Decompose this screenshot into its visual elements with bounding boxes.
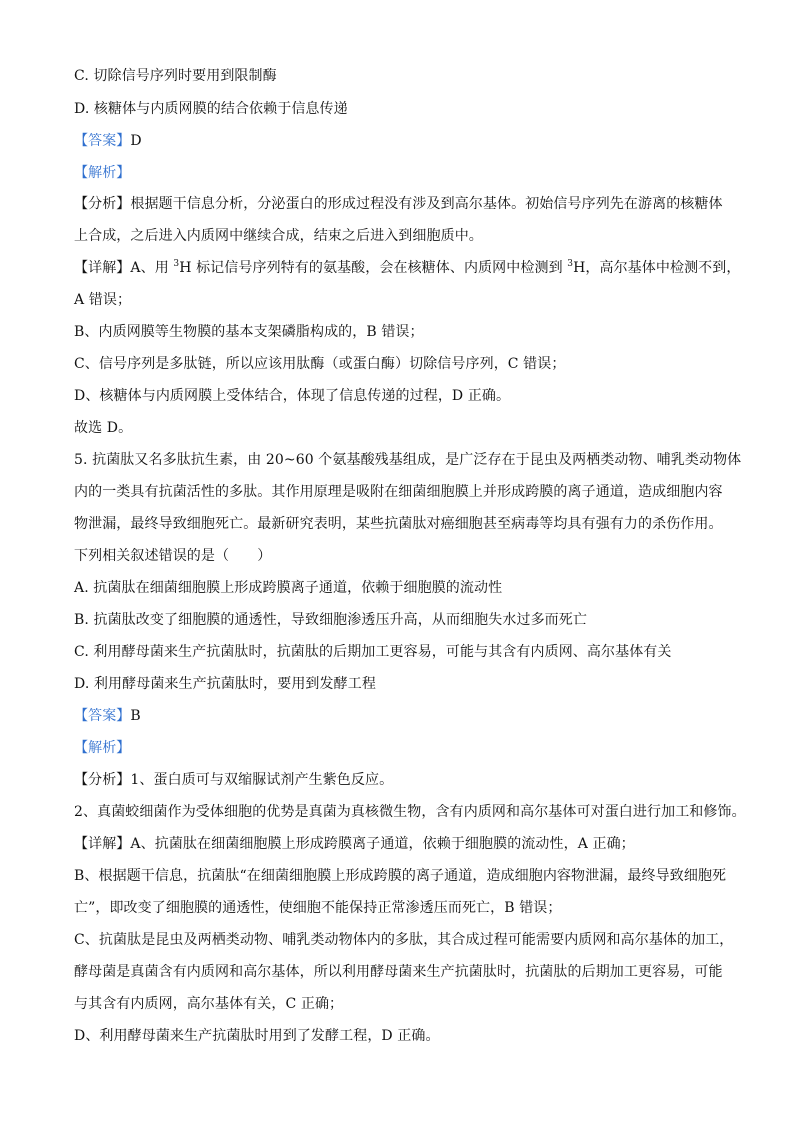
q4-analysis-tag: 【解析】 <box>74 165 131 181</box>
q5-xiangjie-c2: 酵母菌是真菌含有内质网和高尔基体，所以利用酵母菌来生产抗菌肽时，抗菌肽的后期加工更容易，可能 <box>74 964 723 980</box>
q5-fenxi-line-2: 2、真菌蛟细菌作为受体细胞的优势是真菌为真核微生物，含有内质网和高尔基体可对蛋白进行加工和修饰。 <box>74 804 746 820</box>
fenxi-tag: 【分析】 <box>74 772 131 788</box>
q4-fenxi-line-2: 上合成，之后进入内质网中继续合成，结束之后进入到细胞质中。 <box>74 228 483 244</box>
answer-value: B <box>130 708 141 724</box>
q5-fenxi-line-1: 【分析】1、蛋白质可与双缩脲试剂产生紫色反应。 <box>74 772 394 788</box>
q5-option-b: B. 抗菌肽改变了细胞膜的通透性，导致细胞渗透压升高，从而细胞失水过多而死亡 <box>74 612 587 628</box>
q4-xiangjie-c: C、信号序列是多肽链，所以应该用肽酶（或蛋白酶）切除信号序列，C 错误； <box>74 356 566 372</box>
q5-option-c: C. 利用酵母菌来生产抗菌肽时，抗菌肽的后期加工更容易，可能与其含有内质网、高尔基体有关 <box>74 644 672 660</box>
superscript: 3 <box>567 259 574 269</box>
q5-xiangjie-line-a: 【详解】A、抗菌肽在细菌细胞膜上形成跨膜离子通道，依赖于细胞膜的流动性，A 正确； <box>74 836 635 852</box>
q4-xiangjie-line-1: 【详解】A、用 $^3$H 标记信号序列特有的氨基酸，会在核糖体、内质网中检测到 $^3$H，高尔基体中检测不到， <box>74 259 741 276</box>
q5-xiangjie-b1: B、根据题干信息，抗菌肽“在细菌细胞膜上形成跨膜的离子通道，造成细胞内容物泄漏，最终导致细胞死 <box>74 868 727 884</box>
q5-option-a: A. 抗菌肽在细菌细胞膜上形成跨膜离子通道，依赖于细胞膜的流动性 <box>74 580 503 596</box>
q4-xiangjie-b: B、内质网膜等生物膜的基本支架磷脂构成的，B 错误； <box>74 324 424 340</box>
answer-value: D <box>130 133 142 149</box>
q5-stem-line-1: 5. 抗菌肽又名多肽抗生素，由 20~60 个氨基酸残基组成，是广泛存在于昆虫及两栖类动物、哺乳类动物体 <box>74 452 742 468</box>
answer-tag: 【答案】 <box>74 133 131 149</box>
q4-xiangjie-line-2: A 错误； <box>74 292 132 308</box>
q5-option-d: D. 利用酵母菌来生产抗菌肽时，要用到发酵工程 <box>74 676 376 692</box>
fenxi-tag: 【分析】 <box>74 196 131 212</box>
q4-fenxi-line-1: 【分析】根据题干信息分析，分泌蛋白的形成过程没有涉及到高尔基体。初始信号序列先在游离的核糖体 <box>74 196 723 212</box>
q5-stem-line-4: 下列相关叙述错误的是（ ） <box>74 548 272 564</box>
q5-xiangjie-c3: 与其含有内质网，高尔基体有关，C 正确； <box>74 996 344 1012</box>
q5-xiangjie-c1: C、抗菌肽是昆虫及两栖类动物、哺乳类动物体内的多肽，其合成过程可能需要内质网和高尔基体的加工， <box>74 932 734 948</box>
q4-option-d: D. 核糖体与内质网膜的结合依赖于信息传递 <box>74 101 348 117</box>
xiangjie-tag: 【详解】 <box>74 260 131 276</box>
q5-stem-line-3: 物泄漏，最终导致细胞死亡。最新研究表明，某些抗菌肽对癌细胞甚至病毒等均具有强有力的杀伤作用。 <box>74 516 723 532</box>
q4-xiangjie-d: D、核糖体与内质网膜上受体结合，体现了信息传递的过程，D 正确。 <box>74 388 511 404</box>
q5-stem-line-2: 内的一类具有抗菌活性的多肽。其作用原理是吸附在细菌细胞膜上并形成跨膜的离子通道，造成细胞内容 <box>74 484 723 500</box>
answer-tag: 【答案】 <box>74 708 131 724</box>
q4-answer-line <box>74 131 142 151</box>
superscript: 3 <box>173 259 180 269</box>
q5-analysis-tag: 【解析】 <box>74 740 131 756</box>
q5-xiangjie-d: D、利用酵母菌来生产抗菌肽时用到了发酵工程，D 正确。 <box>74 1028 440 1044</box>
q5-answer-line <box>74 706 141 726</box>
q5-xiangjie-b2: 亡”，即改变了细胞膜的通透性，使细胞不能保持正常渗透压而死亡，B 错误； <box>74 900 562 916</box>
q4-option-c: C. 切除信号序列时要用到限制酶 <box>74 68 277 84</box>
q4-conclusion: 故选 D。 <box>74 420 133 436</box>
xiangjie-tag: 【详解】 <box>74 836 131 852</box>
